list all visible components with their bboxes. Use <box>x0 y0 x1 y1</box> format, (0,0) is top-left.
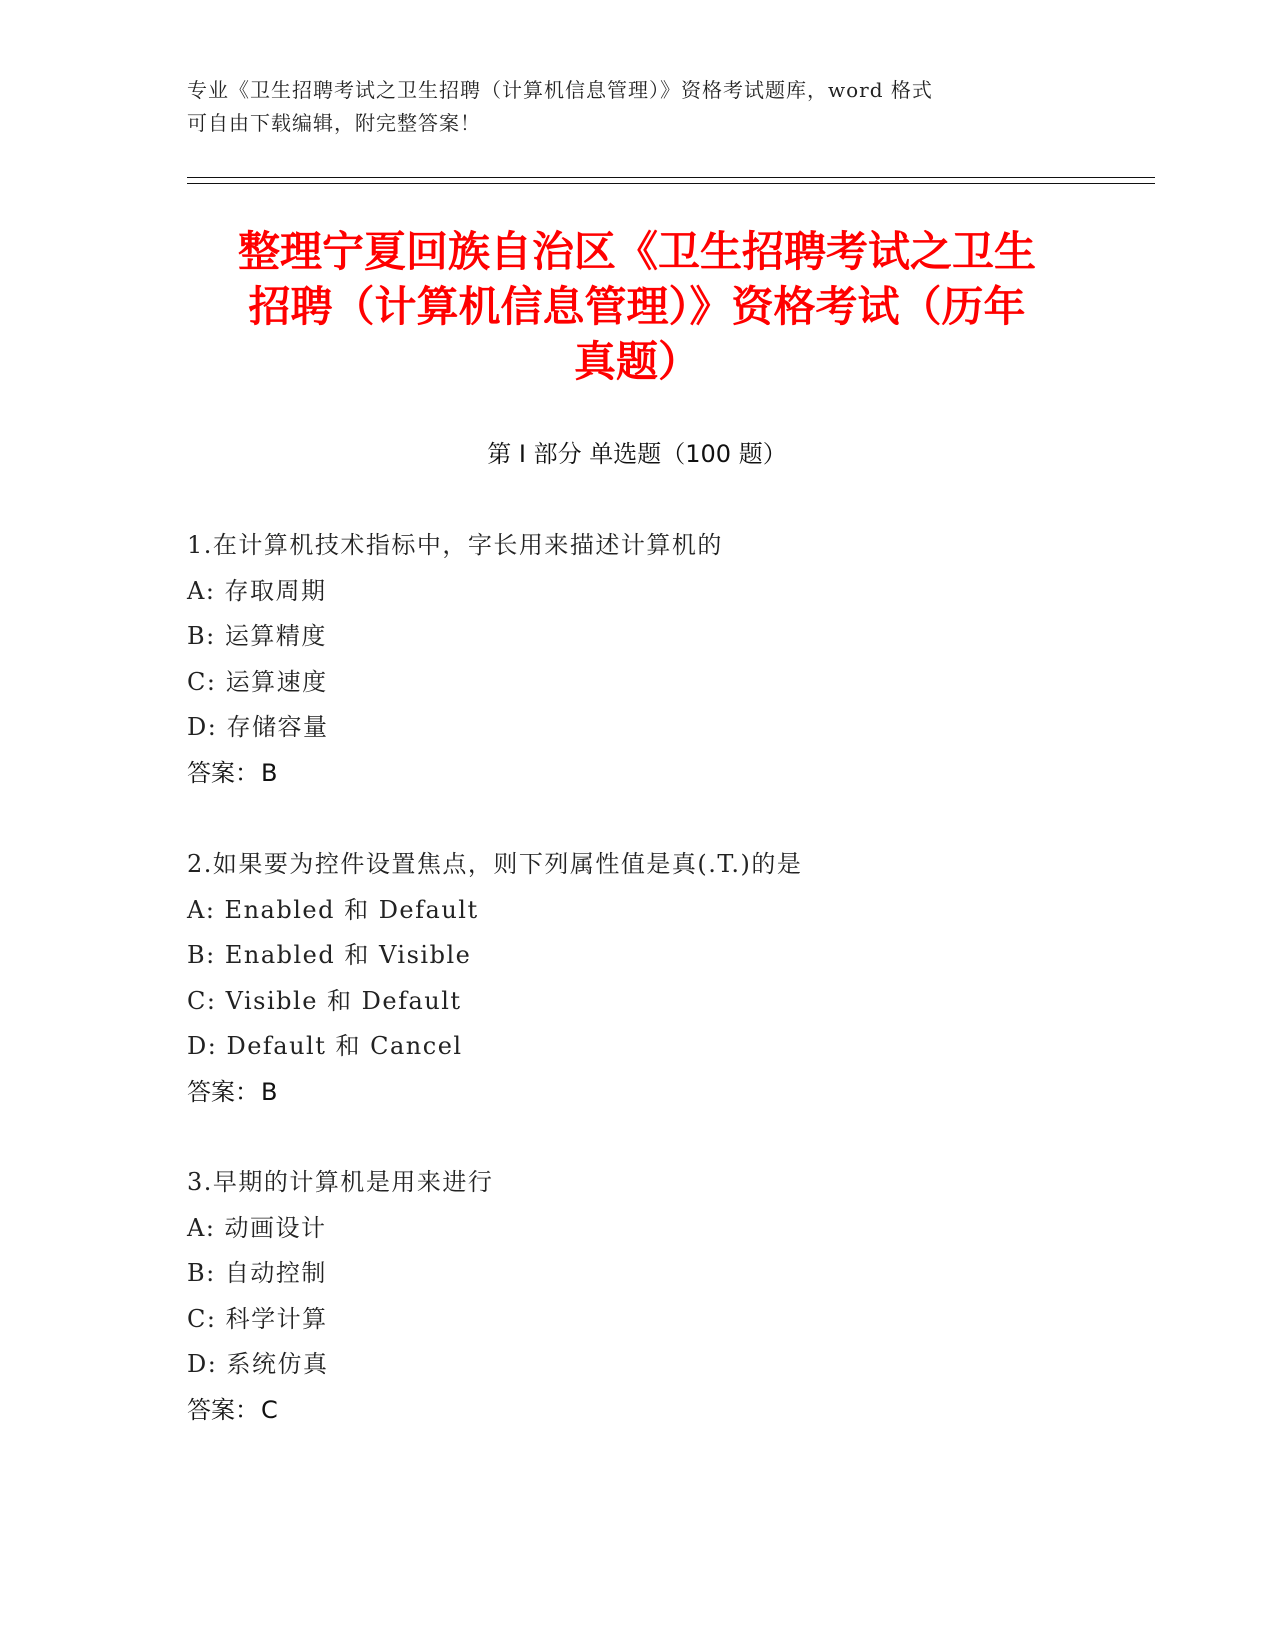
option-a: A: 动画设计 <box>187 1213 327 1242</box>
header-line-2: 可自由下载编辑，附完整答案！ <box>187 111 481 135</box>
answer-line <box>187 1070 1087 1116</box>
answer-line <box>187 751 1087 797</box>
header-divider-top <box>187 177 1155 178</box>
question-3 <box>187 1160 1087 1433</box>
question-stem: 2.如果要为控件设置焦点，则下列属性值是真(.T.)的是 <box>187 850 803 878</box>
answer-value: B <box>261 758 278 787</box>
document-title <box>187 224 1087 389</box>
answer-line <box>187 1388 1087 1434</box>
option-d: D: 存储容量 <box>187 713 329 741</box>
title-line-3: 真题） <box>573 337 700 386</box>
option-d: D: 系统仿真 <box>187 1350 329 1378</box>
answer-label: 答案： <box>187 1395 259 1424</box>
answer-value: B <box>261 1077 278 1106</box>
header-divider-bottom <box>187 183 1155 184</box>
option-b: B: 运算精度 <box>187 622 327 650</box>
header-line-1: 专业《卫生招聘考试之卫生招聘（计算机信息管理）》资格考试题库，word 格式 <box>187 78 933 102</box>
document-header-note <box>187 74 1067 140</box>
question-1 <box>187 523 1087 796</box>
question-stem: 1.在计算机技术指标中，字长用来描述计算机的 <box>187 531 723 559</box>
answer-value: C <box>261 1395 278 1424</box>
option-a: A: 存取周期 <box>187 576 327 605</box>
title-line-1: 整理宁夏回族自治区《卫生招聘考试之卫生 <box>237 227 1036 276</box>
option-c: C: Visible 和 Default <box>187 986 462 1015</box>
option-d: D: Default 和 Cancel <box>187 1032 463 1060</box>
title-line-2: 招聘（计算机信息管理）》资格考试（历年 <box>248 282 1026 331</box>
option-b: B: 自动控制 <box>187 1259 327 1287</box>
section-heading: 第 I 部分 单选题（100 题） <box>487 440 787 468</box>
option-b: B: Enabled 和 Visible <box>187 941 472 969</box>
option-a: A: Enabled 和 Default <box>187 895 479 924</box>
option-c: C: 运算速度 <box>187 667 328 696</box>
question-2 <box>187 842 1087 1115</box>
option-c: C: 科学计算 <box>187 1304 328 1333</box>
answer-label: 答案： <box>187 758 259 787</box>
question-stem: 3.早期的计算机是用来进行 <box>187 1168 494 1196</box>
answer-label: 答案： <box>187 1077 259 1106</box>
